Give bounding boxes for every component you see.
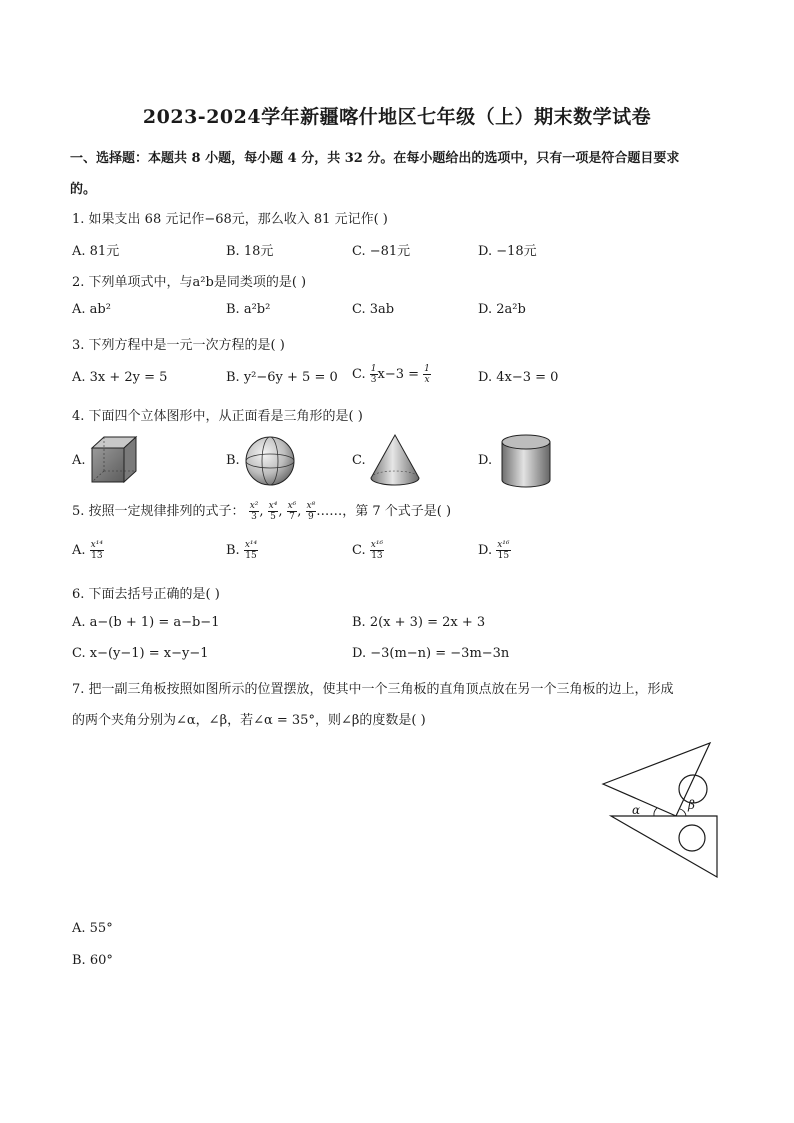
q5-c-den: 13 — [371, 551, 383, 561]
q5-a-num: x¹⁴ — [90, 540, 103, 550]
q5-option-c-label: C. — [352, 543, 366, 558]
question-1-stem: 1. 如果支出 68 元记作−68元，那么收入 81 元记作( ) — [72, 212, 388, 227]
q3-option-c[interactable] — [352, 364, 431, 385]
q5-option-b[interactable] — [226, 540, 258, 561]
q5-option-d[interactable] — [478, 540, 511, 561]
q4-option-b[interactable]: B. — [226, 453, 240, 468]
cylinder-figure — [496, 432, 556, 490]
q3-c-left-den: 3 — [370, 375, 377, 385]
q5-option-b-label: B. — [226, 543, 240, 558]
q6-option-c[interactable]: C. x−(y−1) = x−y−1 — [72, 646, 209, 661]
q7-option-b[interactable]: B. 60° — [72, 953, 113, 968]
q5-stem-suffix: ……，第 7 个式子是( ) — [316, 504, 452, 519]
q3-c-right-num: 1 — [424, 364, 430, 374]
q3-c-left-num: 1 — [370, 364, 377, 374]
q5-seq-num-3: x⁶ — [287, 501, 297, 511]
q3-option-a[interactable]: A. 3x + 2y = 5 — [72, 370, 168, 385]
q4-option-c[interactable]: C. — [352, 453, 366, 468]
page-title: 2023-2024学年新疆喀什地区七年级（上）期末数学试卷 — [142, 106, 652, 128]
section-heading-line2: 的。 — [70, 182, 97, 197]
question-5-stem: 5. 按照一定规律排列的式子： $\frac{\text{x²}}{3}$ , $\frac{\text{x⁴}}{5}$ , $\frac{\text{x⁶}}{7}$ , $\frac{\text{x⁸}}{9}$ ……，第 7 个式子是( ) — [72, 501, 452, 522]
q4-option-a[interactable]: A. — [72, 453, 86, 468]
q7-option-a[interactable]: A. 55° — [72, 921, 113, 936]
q5-seq-den-2: 5 — [270, 512, 276, 522]
q4-option-d[interactable]: D. — [478, 453, 493, 468]
question-3-stem: 3. 下列方程中是一元一次方程的是( ) — [72, 338, 285, 353]
q5-a-den: 13 — [91, 551, 103, 561]
section-heading-line1: 一、选择题：本题共 8 小题，每小题 4 分，共 32 分。在每小题给出的选项中，只有一项是符合题目要求 — [70, 151, 680, 166]
q1-option-c[interactable]: C. −81元 — [352, 244, 411, 259]
q3-c-middle: x−3 = — [377, 367, 420, 382]
q5-seq-num-2: x⁴ — [268, 501, 278, 511]
q1-option-a[interactable]: A. 81元 — [72, 244, 120, 259]
lower-triangle — [611, 816, 717, 877]
alpha-label: α — [632, 803, 641, 817]
q5-option-d-label: D. — [478, 543, 493, 558]
q6-option-d[interactable]: D. −3(m−n) = −3m−3n — [352, 646, 510, 661]
q5-option-a[interactable] — [72, 540, 104, 561]
q2-option-d[interactable]: D. 2a²b — [478, 302, 526, 317]
q5-b-num: x¹⁴ — [244, 540, 258, 550]
q3-option-c-label: C. — [352, 367, 366, 382]
beta-label: β — [688, 798, 695, 812]
q5-seq-den-1: 3 — [251, 512, 257, 522]
q5-option-a-label: A. — [72, 543, 86, 558]
q5-b-den: 15 — [245, 551, 257, 561]
question-2-stem: 2. 下列单项式中，与a²b是同类项的是( ) — [72, 275, 307, 290]
q5-option-c-fraction — [370, 540, 384, 561]
q5-stem-prefix: 5. 按照一定规律排列的式子： — [72, 504, 245, 519]
q5-seq-term-4 — [306, 501, 317, 522]
q2-option-c[interactable]: C. 3ab — [352, 302, 395, 317]
q6-option-a[interactable]: A. a−(b + 1) = a−b−1 — [72, 615, 220, 630]
q3-c-fraction-left — [370, 364, 378, 385]
q6-option-b[interactable]: B. 2(x + 3) = 2x + 3 — [352, 615, 486, 630]
q2-option-b[interactable]: B. a²b² — [226, 302, 271, 317]
sphere-figure — [242, 434, 298, 488]
q5-seq-den-3: 7 — [289, 512, 295, 522]
q3-c-fraction-right — [423, 364, 431, 385]
q2-option-a[interactable]: A. ab² — [72, 302, 111, 317]
q5-seq-term-3 — [287, 501, 298, 522]
question-6-stem: 6. 下面去括号正确的是( ) — [72, 587, 220, 602]
cube-figure — [86, 434, 142, 488]
q5-seq-den-4: 9 — [308, 512, 314, 522]
q3-option-d[interactable]: D. 4x−3 = 0 — [478, 370, 559, 385]
q5-c-num: x¹⁶ — [370, 540, 384, 550]
q5-option-a-fraction — [90, 540, 104, 561]
question-7-stem-line1: 7. 把一副三角板按照如图所示的位置摆放，使其中一个三角板的直角顶点放在另一个三角板的边上，形成 — [72, 682, 674, 697]
q1-option-b[interactable]: B. 18元 — [226, 244, 274, 259]
q5-d-num: x¹⁶ — [497, 540, 510, 550]
q5-option-d-fraction — [496, 540, 510, 561]
q3-option-b[interactable]: B. y²−6y + 5 = 0 — [226, 370, 338, 385]
question-7-stem-line2: 的两个夹角分别为∠α，∠β，若∠α = 35°，则∠β的度数是( ) — [72, 713, 426, 728]
q5-option-c[interactable] — [352, 540, 384, 561]
q1-option-d[interactable]: D. −18元 — [478, 244, 537, 259]
q5-d-den: 15 — [497, 551, 510, 561]
triangle-boards-figure — [600, 738, 724, 884]
question-4-stem: 4. 下面四个立体图形中，从正面看是三角形的是( ) — [72, 409, 363, 424]
q5-option-b-fraction — [244, 540, 258, 561]
q3-c-right-den: x — [424, 375, 430, 385]
q5-seq-term-1 — [249, 501, 260, 522]
q5-seq-num-1: x² — [249, 501, 259, 511]
q5-seq-num-4: x⁸ — [306, 501, 316, 511]
q5-seq-term-2 — [268, 501, 279, 522]
cone-figure — [366, 432, 424, 488]
